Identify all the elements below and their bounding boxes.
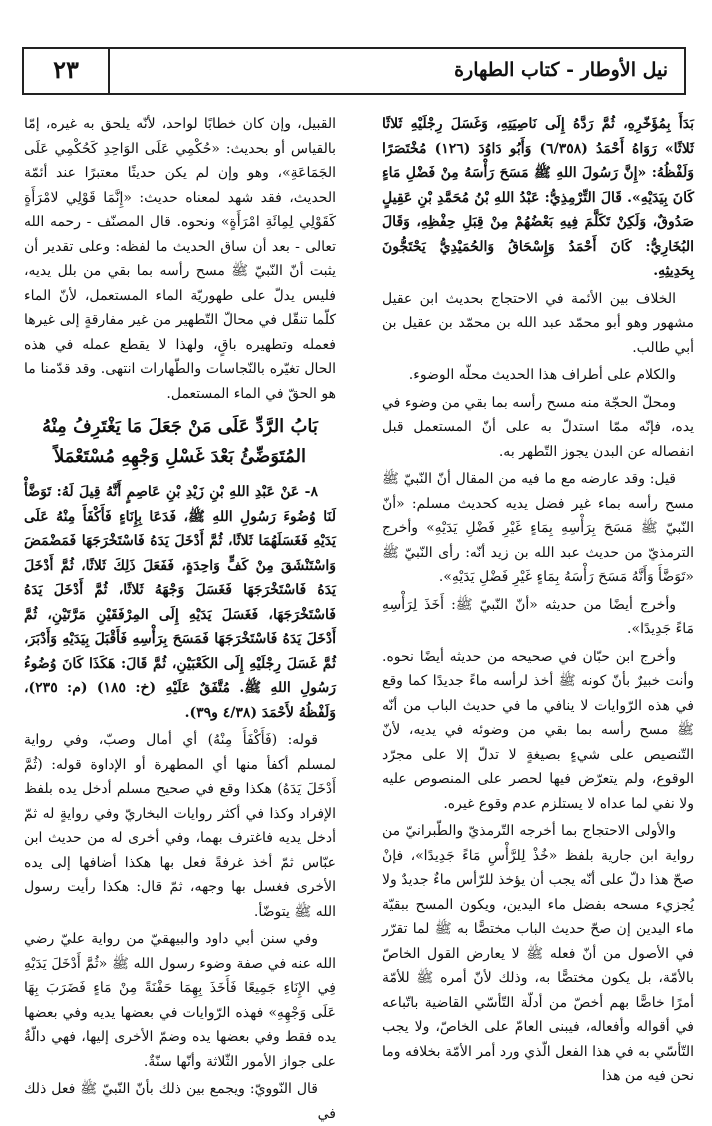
paragraph: قوله: (فَأَكْفَأَ مِنْهُ) أي أمال وصبّ، وفي رواية لمسلم أكفأ منها أي المطهرة أو الإداوة قوله: (ثُمَّ أَدْخَلَ يَدَهُ) هكذا وقع في صحيح مسلم أدخل يده بلفظ الإفراد وكذا في أكثر روايات البخاريّ وفي روايةٍ له ثمّ أدخل يديه فاغترف بهما، وفي أخرى له من حديث ابن عبّاس ثمّ أخذ غرفةً فعل بها هكذا أضافها إلى يده الأخرى فغسل بها وجهه، ثمّ قال: هكذا رأيت رسول الله ﷺ يتوضّأ.	[24, 732, 336, 920]
paragraph: ومحلّ الحجّة منه مسح رأسه بما بقي من وضوء في يده، فإنّه ممّا استدلّ به على أنّ المستعمل قبل انفصاله عن البدن يجوز التّطهر به.	[382, 394, 694, 460]
paragraph: القبيل، وإن كان خطابًا لواحد، لأنّه يلحق به غيره، إمّا بالقياس أو بحديث: «حُكْمِي عَلَى الوَاحِدِ كَحُكْمِي عَلَى الجَمَاعَةِ»، وهو وإن لم يكن حديثًا معتبرًا عند أئمّة الحديث، فقد شهد لمعناه حديث: «إِنَّمَا قَوْلِي لامْرَأَةٍ كَقَوْلِي لِمِائَةِ امْرَأَةٍ» ونحوه. قال المصنّف - رحمه الله تعالى - بعد أن ساق الحديث ما لفظه: وعلى تقدير أن يثبت أنّ النّبيّ ﷺ مسح رأسه بما بقي من بلل يديه، فليس يدلّ على طهوريّة الماء المستعمل، لأنّ الماء كلّما تنقّل في محالّ التّطهير من غير مفارقةٍ إلى غيرها فعمله وتطهيره باقٍ، ولهذا لا يقطع عمله في هذه الحال تغيّره بالنّجاسات والطّهارات انتهى. وقد قدّمنا ما هو الحقّ في الماء المستعمل.	[24, 116, 336, 402]
hadith-text: ٨- عَنْ عَبْدِ اللهِ بْنِ زَيْدِ بْنِ عَاصِمٍ أَنَّهُ قِيلَ لَهُ: تَوَضَّأْ لَنَا وُضُوءَ رَسُولِ اللهِ ﷺ، فَدَعَا بِإِنَاءٍ فَأَكْفَأَ مِنْهُ عَلَى يَدَيْهِ فَغَسَلَهُمَا ثَلاثًا، ثُمَّ أَدْخَلَ يَدَهُ فَاسْتَخْرَجَهَا فَمَضْمَضَ وَاسْتَنْشَقَ مِنْ كَفٍّ وَاحِدَةٍ، فَفَعَلَ ذَلِكَ ثَلاثًا، ثُمَّ أَدْخَلَ يَدَهُ فَاسْتَخْرَجَهَا فَغَسَلَ وَجْهَهُ ثَلاثًا، ثُمَّ أَدْخَلَ يَدَهُ فَاسْتَخْرَجَهَا، فَغَسَلَ يَدَيْهِ إِلَى المِرْفَقَيْنِ مَرَّتَيْنِ، ثُمَّ أَدْخَلَ يَدَهُ فَاسْتَخْرَجَهَا فَمَسَحَ بِرَأْسِهِ فَأَقْبَلَ بِيَدَيْهِ وَأَدْبَرَ، ثُمَّ غَسَلَ رِجْلَيْهِ إِلَى الكَعْبَيْنِ، ثُمَّ قَالَ: هَكَذَا كَانَ وُضُوءُ رَسُولِ اللهِ ﷺ. مُتَّفَقٌ عَلَيْهِ (خ: ١٨٥) (م: ٢٣٥)، وَلَفْظُهُ لأَحْمَدَ (٤/٣٨ و٣٩).	[24, 484, 336, 721]
header-divider	[108, 49, 110, 93]
paragraph: الخلاف بين الأئمة في الاحتجاج بحديث ابن عقيل مشهور وهو أبو محمّد عبد الله بن محمّد بن عقيل بن أبي طالب.	[382, 290, 694, 356]
paragraph: وفي سنن أبي داود والبيهقيّ من رواية عليّ رضي الله عنه في صفة وضوء رسول الله ﷺ «ثُمَّ أَدْخَلَ يَدَيْهِ فِي الإِنَاءِ جَمِيعًا فَأَخَذَ بِهِمَا حَفْنَةً مِنْ مَاءٍ فَضَرَبَ بِهَا عَلَى وَجْهِهِ» فهذه الرّوايات في بعضها يديه وفي بعضها يده فقط وفي بعضها يده وضمّ الأخرى إليها، فهي دالّةٌ على جواز الأمور الثّلاثة وأنّها سنّةٌ.	[24, 931, 336, 1070]
hadith-continuation: بَدَأَ بِمُؤَخّرِهِ، ثُمَّ رَدَّهُ إِلَى نَاصِيَتِهِ، وَغَسَلَ رِجْلَيْهِ ثَلاثًا ثَلاثًا» رَوَاهُ أَحْمَدُ (٦/٣٥٨) وَأَبُو دَاوُدَ (١٢٦) مُخْتَصَرًا وَلَفْظُهُ: «إِنَّ رَسُولَ اللهِ ﷺ مَسَحَ رَأْسَهُ مِنْ فَضْلِ مَاءٍ كَانَ بِيَدَيْهِ». قَالَ التِّرْمِذِيُّ: عَبْدُ اللهِ بْنُ مُحَمَّدِ بْنِ عَقِيلٍ صَدُوقٌ، وَلَكِنْ تَكَلَّمَ فِيهِ بَعْضُهُمْ مِنْ قِبَلِ حِفْظِهِ، وَقَالَ البُخَارِيُّ: كَانَ أَحْمَدُ وَإِسْحَاقُ وَالحُمَيْدِيُّ يَحْتَجُّونَ بِحَدِيثِهِ.	[382, 116, 694, 279]
paragraph: وأخرج ابن حبّان في صحيحه من حديثه أيضًا نحوه. وأنت خبيرٌ بأنّ كونه ﷺ أخذ لرأسه ماءً جديدًا كما وقع في هذه الرّوايات لا ينافي ما في حديث الباب من أنّه ﷺ مسح رأسه بما بقي من وضوئه في يديه، لأنّ التّنصيص على شيءٍ بصيغةٍ لا تدلّ إلا على مجرّد الوقوع، ولم يتعرّض فيها لحصر على المنصوص عليه ولا نفي لما عداه لا يستلزم عدم وقوع غيره.	[382, 648, 694, 812]
paragraph: والكلام على أطراف هذا الحديث محلّه الوضوء.	[408, 367, 676, 383]
left-column	[24, 112, 336, 1122]
paragraph: والأولى الاحتجاج بما أخرجه التّرمذيّ والطّبرانيّ من رواية ابن جارية بلفظ «خُذْ لِلرَّأْسِ مَاءً جَدِيدًا»، فإنْ صحّ هذا دلّ على أنّه يجب أن يؤخذ للرّأس ماءٌ جديدٌ ولا يُجزيء مسحه بفضل ماء اليدين، ويكون المسح ببقيّة ماء اليدين إن صحّ حديث الباب مختصًّا به ﷺ لما تقرّر في الأصول من أنّ فعله ﷺ لا يعارض القول الخاصّ بالأمّة، بل يكون مختصًّا به، وذلك لأنّ أمره ﷺ للأمّة أمرًا خاصًّا بهم أخصّ من أدلّة التّأسّي القاضية باتّباعه في أقواله وأفعاله، فيبنى العامّ على الخاصّ، ولا يجب التّأسّي به في هذا الفعل الّذي ورد أمر الأمّة بخلافه وما نحن فيه من هذا	[382, 823, 694, 1084]
right-column	[382, 112, 694, 1107]
paragraph: قيل: وقد عارضه مع ما فيه من المقال أنّ النّبيّ ﷺ مسح رأسه بماء غير فضل يديه كحديث مسلم: «أنّ النّبيّ ﷺ مَسَحَ بِرَأْسِهِ بِمَاءٍ غَيْرِ فَضْلِ يَدَيْهِ» وأخرج الترمذيّ من حديث عبد الله بن زيد أنّه: رأى النّبيّ ﷺ «تَوَضَّأَ وَأَنَّهُ مَسَحَ رَأْسَهُ بِمَاءٍ غَيْرِ فَضْلِ يَدَيْهِ».	[382, 471, 694, 585]
page-header	[22, 47, 686, 95]
paragraph: وأخرج أيضًا من حديثه «أنّ النّبيّ ﷺ: أَخَذَ لِرَأْسِهِ مَاءً جَدِيدًا».	[382, 596, 694, 637]
paragraph: قال النّوويّ: ويجمع بين ذلك بأنّ النّبيّ ﷺ فعل ذلك في	[24, 1081, 336, 1122]
book-title: نيل الأوطار - كتاب الطهارة	[454, 59, 668, 81]
chapter-title: بَابُ الرَّدِّ عَلَى مَنْ جَعَلَ مَا يَغْتَرِفُ مِنْهُ المُتَوَضِّئُ بَعْدَ غَسْلِ وَجْهِهِ مُسْتَعْمَلاً	[42, 416, 318, 467]
page-number: ٢٣	[53, 55, 79, 84]
